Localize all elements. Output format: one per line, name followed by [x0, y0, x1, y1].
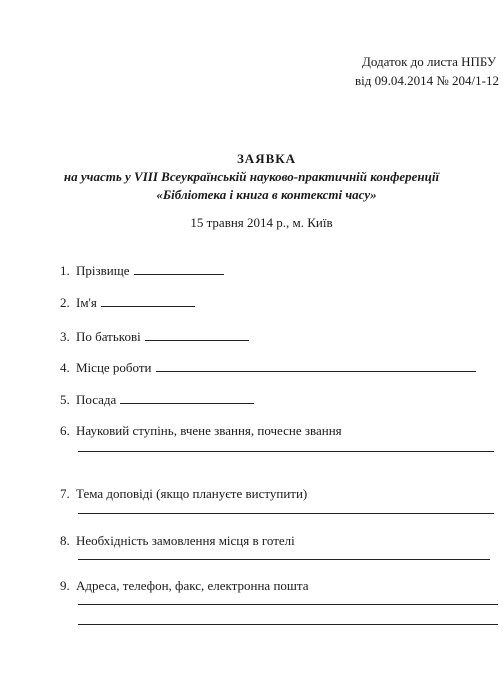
attachment-line-1: Додаток до листа НПБУ — [362, 54, 497, 69]
position-input-line[interactable] — [120, 391, 254, 404]
field-number: 8. — [60, 533, 70, 548]
field-academic-degree — [60, 423, 346, 439]
attachment-note — [355, 52, 499, 90]
field-hotel — [60, 533, 299, 549]
workplace-input-line[interactable] — [156, 359, 476, 372]
contacts-input-line-1[interactable] — [78, 604, 498, 605]
field-number: 9. — [60, 578, 70, 593]
field-number: 1. — [60, 263, 70, 278]
field-number: 3. — [60, 329, 70, 344]
field-label-contacts: Адреса, телефон, факс, електронна пошта — [76, 578, 309, 593]
field-label-position: Посада — [76, 392, 117, 407]
field-first-name — [60, 294, 195, 311]
field-report-topic — [60, 486, 311, 502]
conference-description: на участь у VIII Всеукраїнській науково-практичній конференції — [63, 169, 440, 184]
first-name-input-line[interactable] — [101, 294, 195, 307]
conference-name: «Бібліотека і книга в контексті часу» — [156, 187, 377, 202]
patronymic-input-line[interactable] — [145, 328, 249, 341]
field-position — [60, 391, 254, 408]
field-number: 7. — [60, 486, 70, 501]
field-number: 5. — [60, 392, 70, 407]
academic-degree-input-line[interactable] — [78, 451, 494, 452]
field-number: 2. — [60, 295, 70, 310]
field-number: 6. — [60, 423, 70, 438]
attachment-line-2: від 09.04.2014 № 204/1-12 — [355, 73, 499, 88]
field-label-patronymic: По батькові — [76, 329, 141, 344]
field-contacts — [60, 578, 313, 594]
field-label-hotel: Необхідність замовлення місця в готелі — [76, 533, 295, 548]
field-workplace — [60, 359, 476, 376]
field-label-academic-degree: Науковий ступінь, вчене звання, почесне звання — [76, 423, 342, 438]
field-label-surname: Прізвище — [76, 263, 130, 278]
field-label-first-name: Ім'я — [76, 295, 97, 310]
field-surname — [60, 262, 224, 279]
form-title-block — [0, 150, 503, 232]
contacts-input-line-2[interactable] — [78, 624, 498, 625]
field-number: 4. — [60, 360, 70, 375]
field-label-workplace: Місце роботи — [76, 360, 152, 375]
conference-date-place: 15 травня 2014 р., м. Київ — [190, 215, 333, 230]
surname-input-line[interactable] — [134, 262, 224, 275]
form-title: ЗАЯВКА — [236, 151, 297, 166]
report-topic-input-line[interactable] — [78, 513, 494, 514]
hotel-input-line[interactable] — [78, 559, 490, 560]
field-patronymic — [60, 328, 249, 345]
field-label-report-topic: Тема доповіді (якщо плануєте виступити) — [76, 486, 308, 501]
